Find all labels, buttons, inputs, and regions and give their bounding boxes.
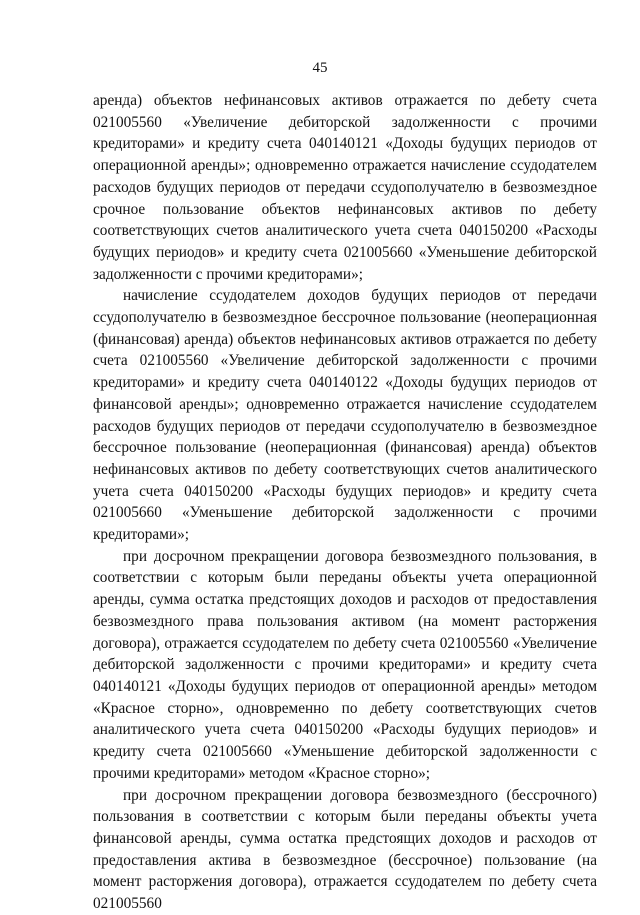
paragraph-2: начисление ссудодателем доходов будущих периодов от передачи ссудополучателю в безвозмездное бессрочное пользование (неоперационная (финансовая) аренда) объектов нефинансовых активов отражается по дебету счета 021005560 «Увеличение дебиторской задолженности с прочими кредиторами» и кредиту счета 040140122 «Доходы будущих периодов от финансовой аренды»; одновременно отражается начисление ссудодателем расходов будущих периодов от передачи ссудополучателю в безвозмездное бессрочное пользование (неоперационная (финансовая) аренда) объектов нефинансовых активов по дебету соответствующих счетов аналитического учета счета 040150200 «Расходы будущих периодов» и кредиту счета 021005660 «Уменьшение дебиторской задолженности с прочими кредиторами»; [93, 287, 597, 544]
paragraph-1: аренда) объектов нефинансовых активов отражается по дебету счета 021005560 «Увеличение дебиторской задолженности с прочими кредиторами» и кредиту счета 040140121 «Доходы будущих периодов от операционной аренды»; одновременно отражается начисление ссудодателем расходов будущих периодов от передачи ссудополучателю в безвозмездное срочное пользование объектов нефинансовых активов по дебету соответствующих счетов аналитического учета счета 040150200 «Расходы будущих периодов» и кредиту счета 021005660 «Уменьшение дебиторской задолженности с прочими кредиторами»; [93, 92, 597, 283]
paragraph-3: при досрочном прекращении договора безвозмездного пользования, в соответствии с которым были переданы объекты учета операционной аренды, сумма остатка предстоящих доходов и расходов от предоставления безвозмездного права пользования активом (на момент расторжения договора), отражается ссудодателем по дебету счета 021005560 «Увеличение дебиторской задолженности с прочими кредиторами» и кредиту счета 040140121 «Доходы будущих периодов от операционной аренды» методом «Красное сторно», одновременно по дебету соответствующих счетов аналитического учета счета 040150200 «Расходы будущих периодов» и кредиту счета 021005660 «Уменьшение дебиторской задолженности с прочими кредиторами» методом «Красное сторно»; [93, 547, 597, 782]
document-body [93, 90, 597, 915]
page-number: 45 [312, 60, 328, 76]
paragraph-4: при досрочном прекращении договора безвозмездного (бессрочного) пользования в соответствии с которым были переданы объекты учета финансовой аренды, сумма остатка предстоящих доходов и расходов от предоставления актива в безвозмездное (бессрочное) пользование (на момент расторжения договора), отражается ссудодателем по дебету счета 021005560 [93, 786, 597, 913]
